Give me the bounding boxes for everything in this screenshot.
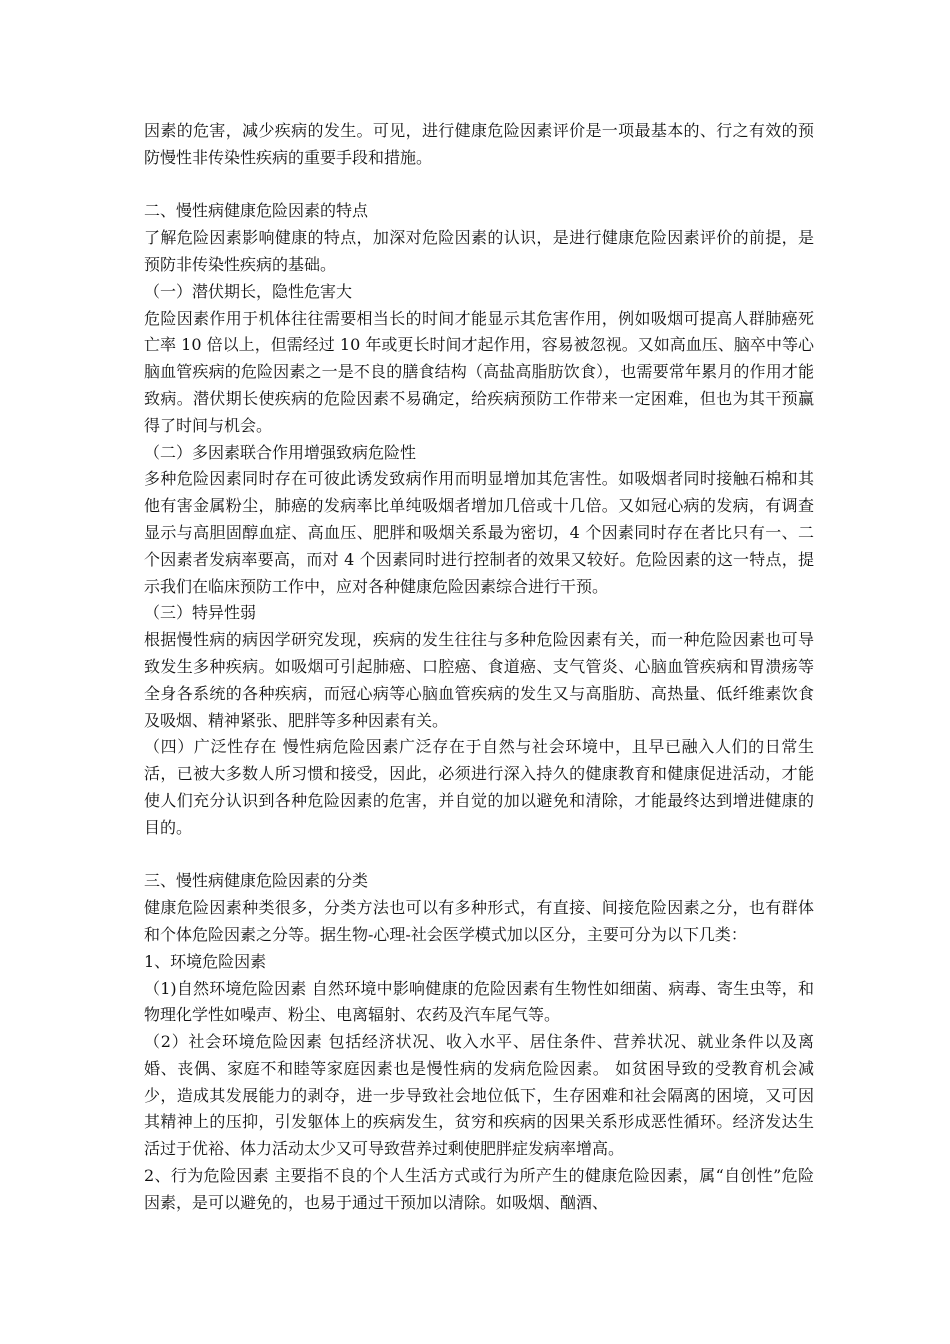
paragraph-section-2-intro: 了解危险因素影响健康的特点，加深对危险因素的认识，是进行健康危险因素评价的前提，是预防非传染性疾病的基础。 bbox=[144, 228, 814, 274]
paragraph-section-3-intro: 健康危险因素种类很多，分类方法也可以有多种形式，有直接、间接危险因素之分，也有群体和个体危险因素之分等。据生物-心理-社会医学模式加以区分，主要可分为以下几类： bbox=[144, 898, 814, 944]
paragraph-2-1: 危险因素作用于机体往往需要相当长的时间才能显示其危害作用，例如吸烟可提高人群肺癌死亡率 10 倍以上，但需经过 10 年或更长时间才起作用，容易被忽视。又如高血压、脑卒中等心脑血管疾病的危险因素之一是不良的膳食结构（高盐高脂肪饮食），也需要常年累月的作用才能致病。潜伏期长使疾病的危险因素不易确定，给疾病预防工作带来一定困难，但也为其干预赢得了时间与机会。 bbox=[144, 308, 814, 435]
paragraph-3-2: 2、行为危险因素 主要指不良的个人生活方式或行为所产生的健康危险因素，属“自创性”危险因素，是可以避免的，也易于通过干预加以清除。如吸烟、酗酒、 bbox=[144, 1166, 814, 1212]
paragraph-2-2: 多种危险因素同时存在可彼此诱发致病作用而明显增加其危害性。如吸烟者同时接触石棉和其他有害金属粉尘，肺癌的发病率比单纯吸烟者增加几倍或十几倍。又如冠心病的发病，有调查显示与高胆固醇血症、高血压、肥胖和吸烟关系最为密切，4 个因素同时存在者比只有一、二个因素者发病率要高，而对 4 个因素同时进行控制者的效果又较好。危险因素的这一特点，提示我们在临床预防工作中，应对各种健康危险因素综合进行干预。 bbox=[144, 469, 814, 596]
paragraph-intro-continuation: 因素的危害，减少疾病的发生。可见，进行健康危险因素评价是一项最基本的、行之有效的预防慢性非传染性疾病的重要手段和措施。 bbox=[144, 121, 814, 167]
subheading-2-3: （三）特异性弱 bbox=[144, 603, 257, 623]
subheading-2-2: （二）多因素联合作用增强致病危险性 bbox=[144, 442, 417, 462]
paragraph-2-4: （四）广泛性存在 慢性病危险因素广泛存在于自然与社会环境中，且早已融入人们的日常生活，已被大多数人所习惯和接受，因此，必须进行深入持久的健康教育和健康促进活动，才能使人们充分认识到各种危险因素的危害，并自觉的加以避免和清除，才能最终达到增进健康的目的。 bbox=[144, 737, 814, 837]
section-heading-3: 三、慢性病健康危险因素的分类 bbox=[144, 871, 369, 891]
document-body bbox=[144, 118, 814, 1217]
paragraph-3-1-1: （1)自然环境危险因素 自然环境中影响健康的危险因素有生物性如细菌、病毒、寄生虫等，和物理化学性如噪声、粉尘、电离辐射、农药及汽车尾气等。 bbox=[144, 978, 814, 1025]
subheading-2-1: （一）潜伏期长，隐性危害大 bbox=[144, 281, 353, 301]
blank-line bbox=[144, 842, 814, 869]
subheading-3-1: 1、环境危险因素 bbox=[144, 951, 267, 971]
section-heading-2: 二、慢性病健康危险因素的特点 bbox=[144, 201, 369, 221]
blank-line bbox=[144, 172, 814, 199]
paragraph-2-3: 根据慢性病的病因学研究发现，疾病的发生往往与多种危险因素有关，而一种危险因素也可导致发生多种疾病。如吸烟可引起肺癌、口腔癌、食道癌、支气管炎、心脑血管疾病和胃溃疡等全身各系统的各种疾病，而冠心病等心脑血管疾病的发生又与高脂肪、高热量、低纤维素饮食及吸烟、精神紧张、肥胖等多种因素有关。 bbox=[144, 630, 814, 730]
paragraph-3-1-2: （2）社会环境危险因素 包括经济状况、收入水平、居住条件、营养状况、就业条件以及离婚、丧偶、家庭不和睦等家庭因素也是慢性病的发病危险因素。 如贫困导致的受教育机会减少，造成其发展能力的剥夺，进一步导致社会地位低下，生存困难和社会隔离的困境，又可因其精神上的压抑，引发躯体上的疾病发生，贫穷和疾病的因果关系形成恶性循环。经济发达生活过于优裕、体力活动太少又可导致营养过剩使肥胖症发病率增高。 bbox=[144, 1032, 814, 1159]
